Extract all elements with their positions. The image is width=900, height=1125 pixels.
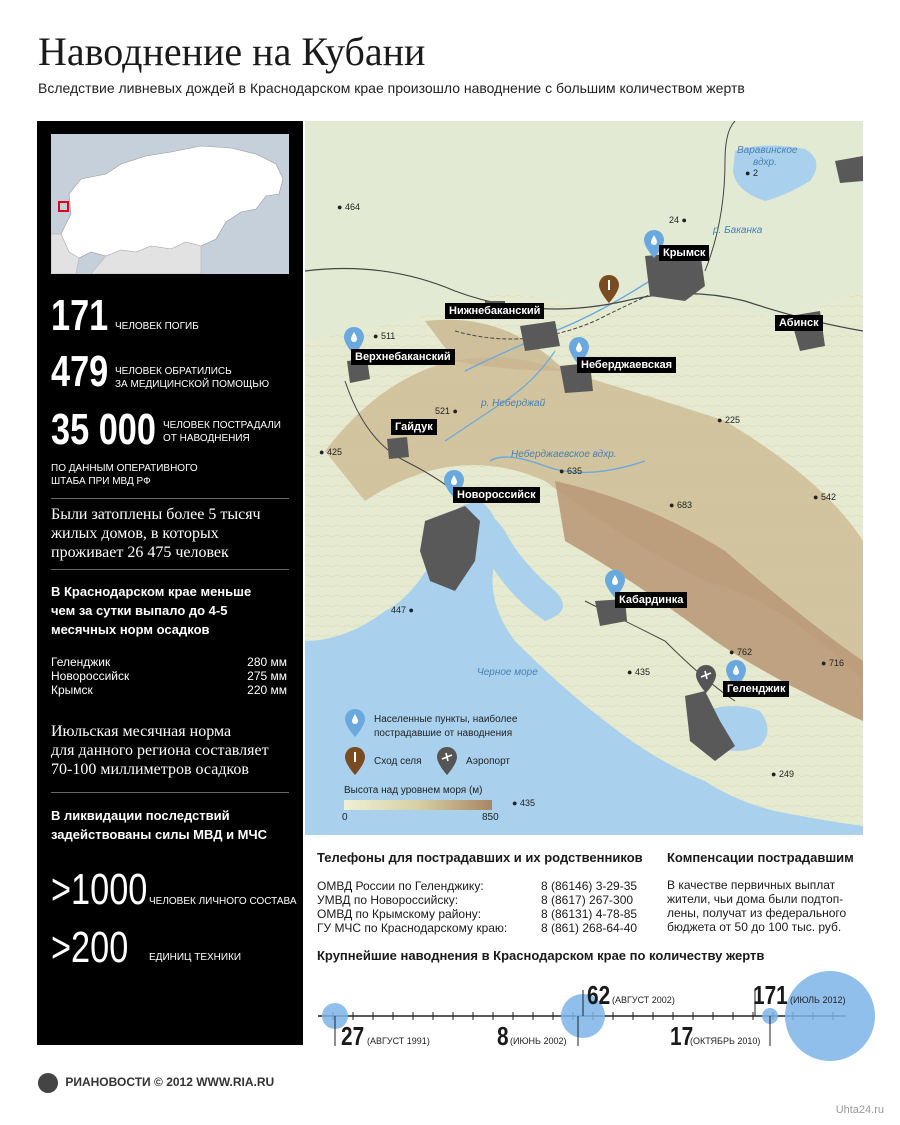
flood-label: (ИЮНЬ 2002) xyxy=(510,1036,567,1046)
reservoir-label: Варавинское xyxy=(737,145,798,156)
elevation-label: ● 762 xyxy=(729,647,752,657)
elevation-value: 521 xyxy=(435,406,451,416)
river-label: р. Неберджай xyxy=(481,398,546,409)
rain-value: 220 мм xyxy=(247,683,287,697)
elevation-label: ● 635 xyxy=(559,466,582,476)
elevation-value: 542 xyxy=(820,492,836,502)
flood-marker-icon xyxy=(344,708,366,738)
ria-logo-icon xyxy=(38,1073,58,1093)
phone-row xyxy=(317,921,647,935)
rain-row xyxy=(51,669,287,683)
elevation-label: ● 435 xyxy=(512,798,535,808)
phone-number: 8 (86146) 3-29-35 xyxy=(541,879,638,893)
houses-line-1: Были затоплены более 5 тысяч xyxy=(51,506,261,523)
elevation-value: 249 xyxy=(778,769,794,779)
footer-copyright: © 2012 WWW.RIA.RU xyxy=(154,1075,275,1090)
footer xyxy=(38,1073,274,1093)
city-label: Гайдук xyxy=(391,419,437,435)
flood-label: (АВГУСТ 2002) xyxy=(612,995,675,1005)
airport-marker-icon xyxy=(695,664,717,694)
elevation-value: 716 xyxy=(828,658,844,668)
elevation-value: 635 xyxy=(566,466,582,476)
norm-line-2: для данного региона составляет xyxy=(51,742,269,759)
elevation-value: 762 xyxy=(736,647,752,657)
compensation-text xyxy=(667,878,867,934)
rain-city: Новороссийск xyxy=(51,669,130,683)
phone-row xyxy=(317,907,647,921)
phone-org: УМВД по Новороссийску: xyxy=(317,893,459,907)
elevation-value: 435 xyxy=(519,798,535,808)
city-label: Абинск xyxy=(775,315,823,331)
rain-heading-2: чем за сутки выпало до 4-5 xyxy=(51,603,228,618)
compensation-line: жители, чьи дома были подтоп- xyxy=(667,892,844,906)
elevation-label: ● 2 xyxy=(745,168,758,178)
phone-number: 8 (861) 268-64-40 xyxy=(541,921,638,935)
flood-value: 171 xyxy=(753,980,788,1010)
elevation-scale-bar xyxy=(344,800,492,810)
legend-min: 0 xyxy=(342,812,348,823)
legend-elevation-title: Высота над уровнем моря (м) xyxy=(344,785,483,796)
city-label: Неберджаевская xyxy=(577,357,676,373)
rain-heading-3: месячных норм осадков xyxy=(51,622,210,637)
watermark: Uhta24.ru xyxy=(835,1104,884,1116)
compensation-heading: Компенсации пострадавшим xyxy=(667,850,854,865)
elevation-label: ● 464 xyxy=(337,202,360,212)
divider xyxy=(51,792,289,793)
rain-city: Геленджик xyxy=(51,655,111,669)
elevation-label: 24 ● xyxy=(669,215,687,225)
phone-org: ОМВД России по Геленджику: xyxy=(317,879,484,893)
mudflow-marker-icon xyxy=(344,746,366,776)
elevation-label: ● 425 xyxy=(319,447,342,457)
phone-org: ГУ МЧС по Краснодарскому краю: xyxy=(317,921,508,935)
city-label: Геленджик xyxy=(723,681,789,697)
divider xyxy=(51,498,289,499)
elevation-label: 521 ● xyxy=(435,406,458,416)
phone-row xyxy=(317,893,647,907)
mudflow-marker-icon xyxy=(598,274,620,304)
flood-value: 17 xyxy=(670,1021,694,1051)
phone-org: ОМВД по Крымскому району: xyxy=(317,907,482,921)
rain-value: 275 мм xyxy=(247,669,287,683)
map-legend xyxy=(340,708,590,826)
affected-label-1: ЧЕЛОВЕК ПОСТРАДАЛИ xyxy=(163,420,281,431)
elevation-label: ● 716 xyxy=(821,658,844,668)
elevation-value: 447 xyxy=(391,605,407,615)
elevation-value: 511 xyxy=(380,331,396,341)
city-label: Верхнебаканский xyxy=(351,349,455,365)
legend-affected-1: Населенные пункты, наиболее xyxy=(374,714,518,725)
stats-panel xyxy=(37,121,303,1045)
city-label: Новороссийск xyxy=(453,487,540,503)
elevation-value: 24 xyxy=(669,215,680,225)
elevation-label: ● 511 xyxy=(373,331,396,341)
footer-brand: РИАНОВОСТИ xyxy=(65,1075,151,1090)
elevation-label: 447 ● xyxy=(391,605,414,615)
medical-label-2: ЗА МЕДИЦИНСКОЙ ПОМОЩЬЮ xyxy=(115,379,270,390)
forces-heading-1: В ликвидации последствий xyxy=(51,808,230,823)
medical-label-1: ЧЕЛОВЕК ОБРАТИЛИСЬ xyxy=(115,366,232,377)
flood-label: (ИЮЛЬ 2012) xyxy=(790,995,846,1005)
rain-heading-1: В Краснодарском крае меньше xyxy=(51,584,252,599)
city-label: Нижнебаканский xyxy=(445,303,544,319)
rain-row xyxy=(51,683,287,697)
page-subtitle: Вследствие ливневых дождей в Краснодарском крае произошло наводнение с большим количеством жертв xyxy=(38,80,745,96)
legend-max: 850 xyxy=(482,812,499,823)
rain-value: 280 мм xyxy=(247,655,287,669)
flood-value: 8 xyxy=(497,1021,509,1051)
elevation-label: ● 435 xyxy=(627,667,650,677)
elevation-value: 435 xyxy=(634,667,650,677)
airport-marker-icon xyxy=(436,746,458,776)
reservoir-label: вдхр. xyxy=(753,157,777,168)
elevation-value: 2 xyxy=(752,168,758,178)
flood-label: (АВГУСТ 1991) xyxy=(367,1036,430,1046)
elevation-value: 225 xyxy=(724,415,740,425)
elevation-value: 683 xyxy=(676,500,692,510)
flood-circle xyxy=(785,971,875,1061)
houses-line-3: проживает 26 475 человек xyxy=(51,544,229,561)
personnel-label: ЧЕЛОВЕК ЛИЧНОГО СОСТАВА xyxy=(149,896,297,907)
river-label: р. Баканка xyxy=(713,225,763,236)
norm-line-1: Июльская месячная норма xyxy=(51,723,232,740)
elevation-value: 425 xyxy=(326,447,342,457)
phone-number: 8 (8617) 267-300 xyxy=(541,893,634,907)
flood-value: 62 xyxy=(587,980,611,1010)
affected-label-2: ОТ НАВОДНЕНИЯ xyxy=(163,433,250,444)
reservoir-label: Неберджаевское вдхр. xyxy=(511,449,617,460)
elevation-label: ● 542 xyxy=(813,492,836,502)
dead-count: 171 xyxy=(51,291,109,340)
personnel-count: >1000 xyxy=(51,865,148,914)
sea-label: Черное море xyxy=(477,667,538,678)
floods-heading: Крупнейшие наводнения в Краснодарском крае по количеству жертв xyxy=(317,948,765,963)
phone-number: 8 (86131) 4-78-85 xyxy=(541,907,638,921)
legend-mudflow: Сход селя xyxy=(374,756,422,767)
equipment-label: ЕДИНИЦ ТЕХНИКИ xyxy=(149,952,242,963)
forces-heading-2: задействованы силы МВД и МЧС xyxy=(51,827,268,842)
city-label: Крымск xyxy=(659,245,709,261)
dead-label: ЧЕЛОВЕК ПОГИБ xyxy=(115,321,199,332)
houses-line-2: жилых домов, в которых xyxy=(51,525,219,542)
russia-locator-map xyxy=(51,134,289,274)
elevation-label: ● 225 xyxy=(717,415,740,425)
elevation-label: ● 249 xyxy=(771,769,794,779)
source-label-2: ШТАБА ПРИ МВД РФ xyxy=(51,476,151,487)
flood-label: (ОКТЯБРЬ 2010) xyxy=(690,1036,761,1046)
legend-airport: Аэропорт xyxy=(466,756,511,767)
equipment-count: >200 xyxy=(51,923,129,972)
page-title: Наводнение на Кубани xyxy=(38,29,426,74)
source-label-1: ПО ДАННЫМ ОПЕРАТИВНОГО xyxy=(51,463,198,474)
legend-affected-2: пострадавшие от наводнения xyxy=(374,728,513,739)
phones-heading: Телефоны для пострадавших и их родственников xyxy=(317,850,643,865)
phone-row xyxy=(317,879,647,893)
affected-count: 35 000 xyxy=(51,405,156,454)
elevation-value: 464 xyxy=(344,202,360,212)
divider xyxy=(51,569,289,570)
rain-city: Крымск xyxy=(51,683,93,697)
compensation-line: В качестве первичных выплат xyxy=(667,878,836,892)
rain-row xyxy=(51,655,287,669)
compensation-line: лены, получат из федерального xyxy=(667,906,847,920)
medical-count: 479 xyxy=(51,347,109,396)
city-label: Кабардинка xyxy=(615,592,687,608)
elevation-label: ● 683 xyxy=(669,500,692,510)
flood-value: 27 xyxy=(341,1021,365,1051)
norm-line-3: 70-100 миллиметров осадков xyxy=(51,761,249,778)
compensation-line: бюджета от 50 до 100 тыс. руб. xyxy=(667,920,842,934)
